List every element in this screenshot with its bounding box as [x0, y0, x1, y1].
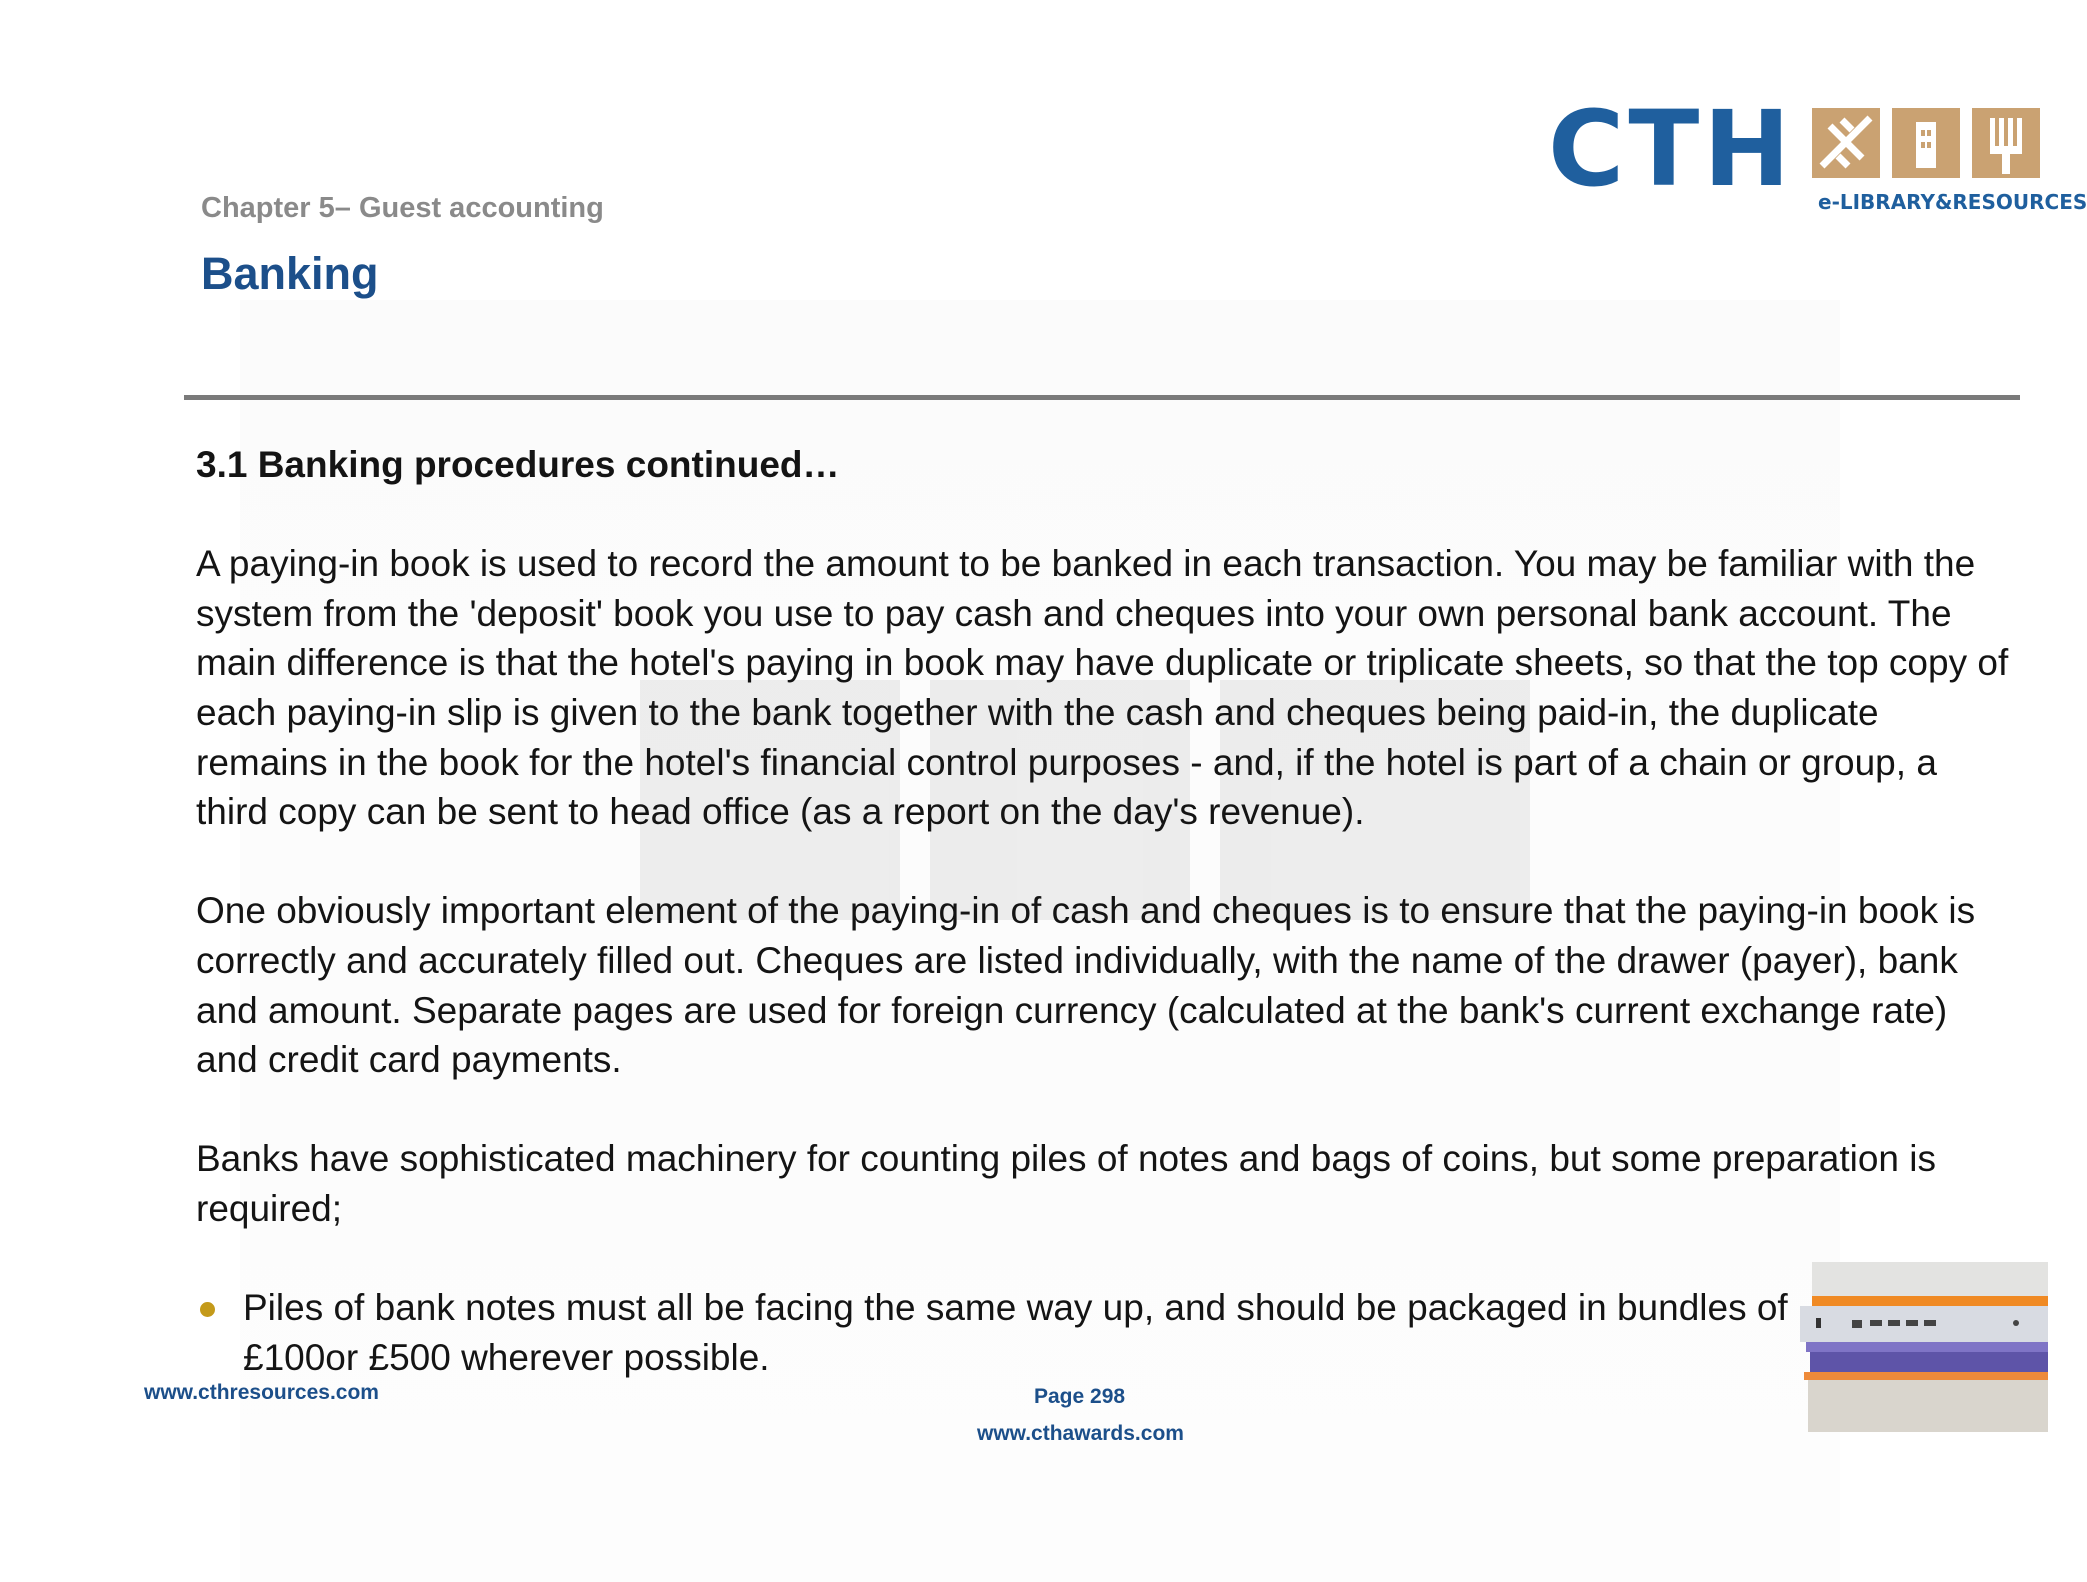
- building-icon: [1892, 108, 1960, 178]
- fork-icon: [1972, 108, 2040, 178]
- header-divider: [184, 395, 2020, 400]
- books-laptop-image: [1800, 1262, 2048, 1432]
- bullet-dot-icon: [200, 1302, 215, 1317]
- logo-text: CTH: [1548, 88, 1795, 210]
- section-heading: 3.1 Banking procedures continued…: [196, 444, 840, 485]
- page-title: Banking: [201, 248, 379, 299]
- bullet-list: [196, 1283, 2016, 1382]
- list-item-text: Piles of bank notes must all be facing the same way up, and should be packaged in bundles of £100or £500 wherever possible.: [243, 1287, 1788, 1378]
- paragraph-3: Banks have sophisticated machinery for counting piles of notes and bags of coins, but some preparation is required;: [196, 1138, 1937, 1229]
- footer-awards-link[interactable]: www.cthawards.com: [977, 1422, 1184, 1445]
- footer-resources-link[interactable]: www.cthresources.com: [144, 1381, 379, 1404]
- logo-subtitle: e-LIBRARY&RESOURCES: [1818, 190, 2087, 214]
- main-content: [196, 440, 2016, 1382]
- page-number: Page 298: [1034, 1385, 1126, 1408]
- airplane-icon: [1812, 108, 1880, 178]
- cth-logo: [1548, 88, 2087, 218]
- paragraph-1: A paying-in book is used to record the amount to be banked in each transaction. You may be familiar with the system from the 'deposit' book you use to pay cash and cheques into your own personal bank account. The main difference is that the hotel's paying in book may have duplicate or triplicate sheets, so that the top copy of each paying-in slip is given to the bank together with the cash and cheques being paid-in, the duplicate remains in the book for the hotel's financial control purposes - and, if the hotel is part of a chain or group, a third copy can be sent to head office (as a report on the day's revenue).: [196, 543, 2009, 833]
- paragraph-2: One obviously important element of the paying-in of cash and cheques is to ensure that the paying-in book is correctly and accurately filled out. Cheques are listed individually, with the name of the drawer (payer), bank and amount. Separate pages are used for foreign currency (calculated at the bank's current exchange rate) and credit card payments.: [196, 890, 1976, 1081]
- chapter-label: Chapter 5– Guest accounting: [201, 192, 604, 224]
- list-item: [196, 1283, 1813, 1382]
